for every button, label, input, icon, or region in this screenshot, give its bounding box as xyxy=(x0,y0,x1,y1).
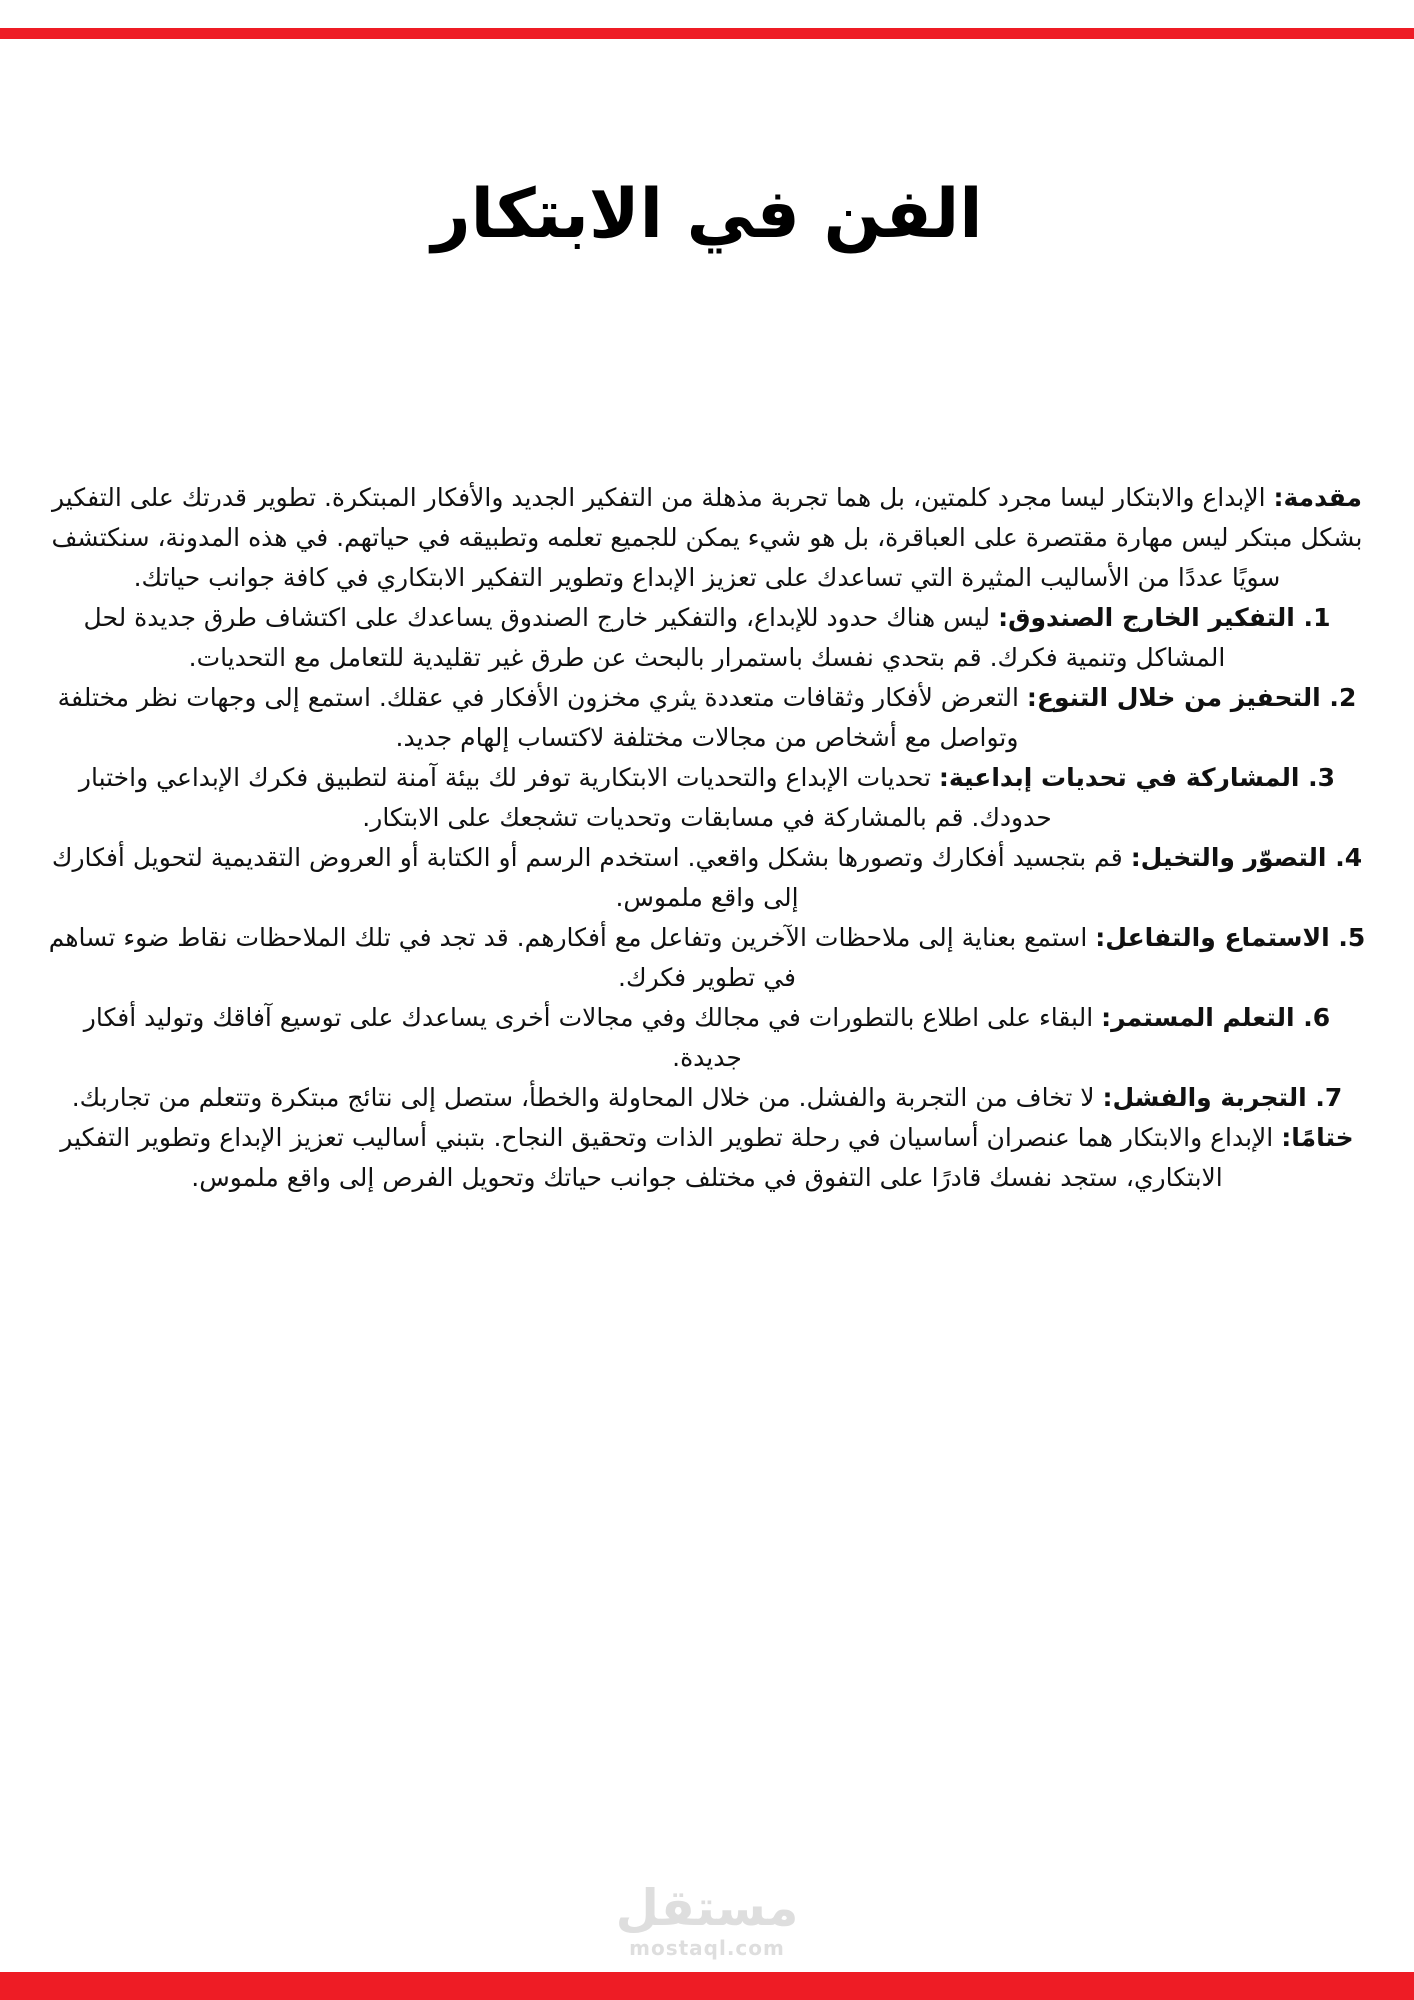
conclusion-text: الإبداع والابتكار هما عنصران أساسيان في رحلة تطوير الذات وتحقيق النجاح. بتبني أساليب تعزيز الإبداع وتطوير التفكير الابتكاري، ستجد نفسك قادرًا على التفوق في مختلف جوانب حياتك وتحويل الفرص إلى واقع ملموس. xyxy=(60,1123,1282,1192)
list-item xyxy=(48,918,1366,998)
item-label: 7. التجربة والفشل: xyxy=(1102,1083,1343,1112)
watermark-arabic-logo: مستقل xyxy=(615,1879,799,1937)
list-item xyxy=(48,838,1366,918)
item-text: استمع بعناية إلى ملاحظات الآخرين وتفاعل مع أفكارهم. قد تجد في تلك الملاحظات نقاط ضوء تساهم في تطوير فكرك. xyxy=(48,923,1096,992)
item-text: لا تخاف من التجربة والفشل. من خلال المحاولة والخطأ، ستصل إلى نتائج مبتكرة وتتعلم من تجاربك. xyxy=(71,1083,1103,1112)
article-body xyxy=(48,478,1366,1198)
item-text: البقاء على اطلاع بالتطورات في مجالك وفي مجالات أخرى يساعدك على توسيع آفاقك وتوليد أفكار جديدة. xyxy=(83,1003,1102,1072)
list-item xyxy=(48,598,1366,678)
item-label: 3. المشاركة في تحديات إبداعية: xyxy=(938,763,1336,792)
list-item xyxy=(48,758,1366,838)
conclusion-paragraph xyxy=(48,1118,1366,1198)
list-item xyxy=(48,998,1366,1078)
page-title: الفن في الابتكار xyxy=(431,175,983,254)
watermark-url: mostaql.com xyxy=(629,1936,785,1960)
item-label: 2. التحفيز من خلال التنوع: xyxy=(1026,683,1357,712)
item-label: 5. الاستماع والتفاعل: xyxy=(1095,923,1366,952)
top-accent-bar xyxy=(0,28,1414,39)
item-text: التعرض لأفكار وثقافات متعددة يثري مخزون الأفكار في عقلك. استمع إلى وجهات نظر مختلفة وتواصل مع أشخاص من مجالات مختلفة لاكتساب إلهام جديد. xyxy=(57,683,1027,752)
item-text: ليس هناك حدود للإبداع، والتفكير خارج الصندوق يساعدك على اكتشاف طرق جديدة لحل المشاكل وتنمية فكرك. قم بتحدي نفسك باستمرار بالبحث عن طرق غير تقليدية للتعامل مع التحديات. xyxy=(83,603,1226,672)
item-text: قم بتجسيد أفكارك وتصورها بشكل واقعي. استخدم الرسم أو الكتابة أو العروض التقديمية لتحويل أفكارك إلى واقع ملموس. xyxy=(51,843,1131,912)
intro-text: الإبداع والابتكار ليسا مجرد كلمتين، بل هما تجربة مذهلة من التفكير الجديد والأفكار المبتكرة. تطوير قدرتك على التفكير بشكل مبتكر ليس مهارة مقتصرة على العباقرة، بل هو شيء يمكن للجميع تعلمه وتطبيقه في حياتهم. في هذه المدونة، سنكتشف سويًا عددًا من الأساليب المثيرة التي تساعدك على تعزيز الإبداع وتطوير التفكير الابتكاري في كافة جوانب حياتك. xyxy=(51,483,1363,592)
intro-paragraph xyxy=(48,478,1366,598)
item-text: تحديات الإبداع والتحديات الابتكارية توفر لك بيئة آمنة لتطبيق فكرك الإبداعي واختبار حدودك. قم بالمشاركة في مسابقات وتحديات تشجعك على الابتكار. xyxy=(78,763,1052,832)
intro-label: مقدمة: xyxy=(1273,483,1363,512)
item-label: 4. التصوّر والتخيل: xyxy=(1130,843,1363,872)
item-label: 1. التفكير الخارج الصندوق: xyxy=(998,603,1331,632)
mostaql-watermark xyxy=(0,1880,1414,1960)
item-label: 6. التعلم المستمر: xyxy=(1101,1003,1331,1032)
bottom-accent-bar xyxy=(0,1972,1414,2000)
conclusion-label: ختامًا: xyxy=(1281,1123,1354,1152)
list-item xyxy=(48,1078,1366,1118)
list-item xyxy=(48,678,1366,758)
